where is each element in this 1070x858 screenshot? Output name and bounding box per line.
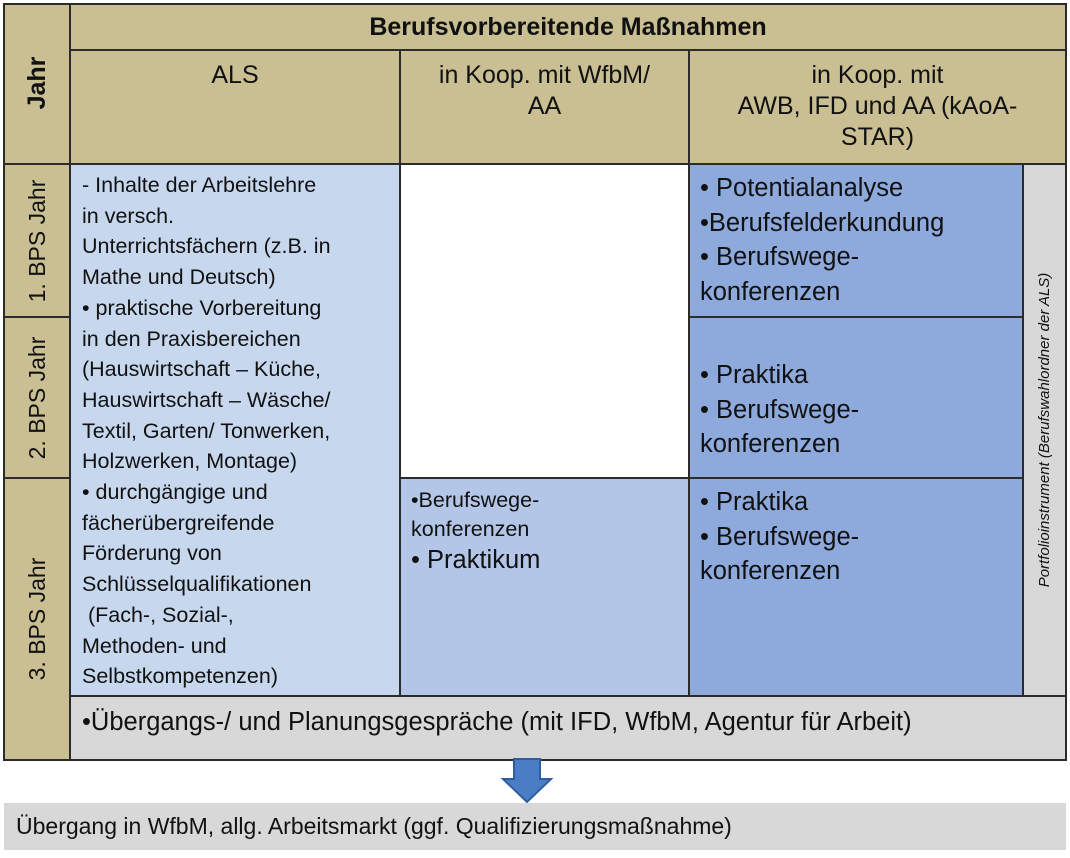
wfbm-year3-content bbox=[411, 486, 686, 577]
grid-line bbox=[3, 163, 1067, 165]
awb-line: • Praktika bbox=[700, 488, 809, 516]
als-line: Schlüsselqualifikationen bbox=[82, 572, 312, 597]
als-line: Mathe und Deutsch) bbox=[82, 265, 276, 290]
grid-line bbox=[3, 316, 70, 318]
col-als-header: ALS bbox=[211, 61, 259, 89]
awb-line: • Berufswege- bbox=[700, 243, 860, 271]
awb-line: •Berufsfelderkundung bbox=[700, 208, 945, 237]
col-awb-header-line: AWB, IFD und AA (kAoA- bbox=[737, 92, 1018, 120]
col-wfbm-header-line: in Koop. mit WfbM/ bbox=[438, 61, 651, 89]
als-line: fächerübergreifende bbox=[82, 510, 275, 535]
col-awb-header bbox=[689, 60, 1066, 153]
als-line: Methoden- und bbox=[82, 633, 227, 658]
awb-line: konferenzen bbox=[700, 430, 841, 458]
year-label-1: 1. BPS Jahr bbox=[24, 179, 50, 303]
col-wfbm-header bbox=[400, 60, 689, 122]
grid-line bbox=[70, 695, 1066, 697]
awb-year1-content bbox=[700, 171, 1020, 309]
down-arrow-icon bbox=[500, 757, 554, 805]
grid-line bbox=[1022, 163, 1024, 696]
als-line: Selbstkompetenzen) bbox=[82, 664, 278, 689]
awb-line: • Praktika bbox=[700, 361, 809, 389]
grid-line bbox=[3, 477, 70, 479]
col-awb-header-line: STAR) bbox=[840, 123, 915, 151]
grid-line bbox=[69, 3, 71, 761]
grid-line bbox=[400, 477, 1023, 479]
als-line: in den Praxisbereichen bbox=[82, 326, 301, 351]
als-line: (Fach-, Sozial-, bbox=[82, 602, 234, 627]
als-line: (Hauswirtschaft – Küche, bbox=[82, 357, 321, 382]
awb-line: • Berufswege- bbox=[700, 522, 860, 551]
grid-line bbox=[399, 49, 401, 696]
awb-line: konferenzen bbox=[700, 557, 841, 585]
col-awb-header-line: in Koop. mit bbox=[811, 61, 944, 89]
footer-text: Übergang in WfbM, allg. Arbeitsmarkt (ggf. Qualifizierungsmaßnahme) bbox=[16, 813, 732, 839]
awb-line: • Berufswege- bbox=[700, 395, 860, 424]
wfbm-line: konferenzen bbox=[411, 517, 530, 541]
als-line: Holzwerken, Montage) bbox=[82, 449, 298, 474]
als-content bbox=[82, 170, 397, 692]
grid-line bbox=[689, 316, 1023, 318]
jahr-header: Jahr bbox=[23, 56, 51, 110]
als-line: in versch. bbox=[82, 203, 175, 228]
wfbm-empty-cell bbox=[400, 164, 689, 478]
awb-year2-content bbox=[700, 358, 1020, 462]
als-line: • durchgängige und bbox=[82, 480, 268, 505]
als-line: Hauswirtschaft – Wäsche/ bbox=[82, 387, 331, 412]
bottom-row-text: •Übergangs-/ und Planungsgespräche (mit IFD, WfbM, Agentur für Arbeit) bbox=[82, 708, 912, 736]
als-line: Unterrichtsfächern (z.B. in bbox=[82, 234, 331, 259]
grid-line bbox=[3, 3, 5, 761]
als-line: Textil, Garten/ Tonwerken, bbox=[82, 418, 331, 443]
col-wfbm-header-line: AA bbox=[527, 92, 562, 120]
als-line: • praktische Vorbereitung bbox=[82, 295, 322, 320]
awb-line: konferenzen bbox=[700, 277, 841, 306]
portfolio-label: Portfolioinstrument (Berufswahlordner der ALS) bbox=[1036, 272, 1053, 588]
wfbm-line: •Berufswege- bbox=[411, 488, 540, 512]
awb-line: • Potentialanalyse bbox=[700, 174, 904, 202]
als-line: - Inhalte der Arbeitslehre bbox=[82, 173, 317, 197]
year-label-2: 2. BPS Jahr bbox=[24, 336, 50, 460]
table-title: Berufsvorbereitende Maßnahmen bbox=[369, 13, 767, 41]
als-line: Förderung von bbox=[82, 541, 222, 566]
year-label-3: 3. BPS Jahr bbox=[24, 557, 50, 681]
awb-year3-content bbox=[700, 485, 1020, 589]
wfbm-line: • Praktikum bbox=[411, 546, 541, 574]
